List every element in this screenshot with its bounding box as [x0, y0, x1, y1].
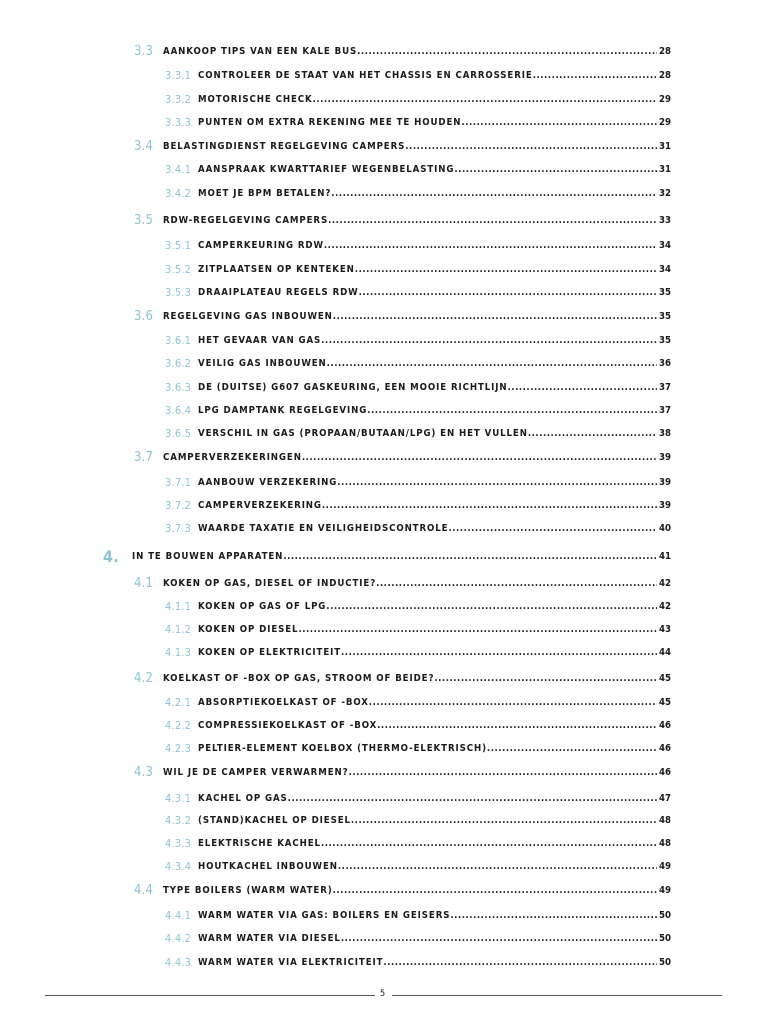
toc-entry-title: [198, 647, 657, 658]
toc-entry-page: 40: [658, 523, 671, 534]
toc-entry-page: 50: [658, 957, 671, 968]
toc-entry-title: [163, 673, 657, 684]
toc-entry-number: 4.1.1: [165, 600, 192, 613]
toc-entry-title: [132, 551, 657, 562]
toc-entry-number: 3.3: [134, 44, 154, 59]
toc-entry-title: [198, 164, 657, 175]
toc-entry[interactable]: [0, 933, 768, 953]
toc-entry-number: 4.2.2: [165, 719, 192, 732]
toc-entry[interactable]: [0, 264, 768, 284]
toc-entry-title: [163, 141, 657, 152]
toc-entry-number: 3.7.1: [165, 476, 192, 489]
toc-entry-page: 42: [658, 601, 671, 612]
toc-entry-title-text: LPG DAMPTANK REGELGEVING: [198, 405, 368, 416]
toc-entry[interactable]: [0, 311, 768, 331]
toc-entry[interactable]: [0, 601, 768, 621]
toc-leader-dots: [331, 188, 657, 199]
toc-entry[interactable]: [0, 94, 768, 114]
toc-entry-page: 38: [658, 428, 671, 439]
toc-entry-title-text: DE (DUITSE) G607 GASKEURING, EEN MOOIE RICHTLIJN: [198, 382, 508, 393]
toc-entry-title-text: VERSCHIL IN GAS (PROPAAN/BUTAAN/LPG) EN HET VULLEN: [198, 428, 528, 439]
toc-leader-dots: [349, 767, 657, 778]
toc-entry-title: [198, 601, 657, 612]
toc-entry-title: [198, 382, 657, 393]
toc-entry[interactable]: [0, 141, 768, 161]
toc-entry[interactable]: [0, 647, 768, 667]
toc-entry[interactable]: [0, 767, 768, 787]
toc-entry-number: 3.6.3: [165, 381, 192, 394]
toc-entry-title-text: CAMPERKEURING RDW: [198, 240, 324, 251]
toc-entry[interactable]: [0, 885, 768, 905]
toc-entry-page: 32: [658, 188, 671, 199]
toc-entry-title-text: REGELGEVING GAS INBOUWEN: [163, 311, 333, 322]
toc-entry-page: 39: [658, 477, 671, 488]
toc-entry-number: 3.3.1: [165, 69, 192, 82]
toc-entry[interactable]: [0, 743, 768, 763]
footer-rule-right: [392, 995, 722, 996]
toc-entry-title: [198, 264, 657, 275]
toc-leader-dots: [383, 957, 657, 968]
toc-entry-page: 49: [658, 861, 671, 872]
toc-entry[interactable]: [0, 287, 768, 307]
toc-entry[interactable]: [0, 673, 768, 693]
toc-leader-dots: [322, 500, 657, 511]
toc-entry-title: [198, 743, 657, 754]
page-footer: [0, 988, 768, 1004]
toc-entry[interactable]: [0, 70, 768, 90]
toc-leader-dots: [338, 861, 657, 872]
toc-entry-title: [198, 94, 657, 105]
toc-leader-dots: [288, 793, 657, 804]
toc-entry[interactable]: [0, 957, 768, 977]
toc-leader-dots: [283, 551, 657, 562]
toc-entry[interactable]: [0, 215, 768, 235]
toc-entry[interactable]: [0, 46, 768, 66]
toc-entry-title: [198, 697, 657, 708]
toc-entry-title: [198, 358, 657, 369]
toc-entry-title-text: WARM WATER VIA ELEKTRICITEIT: [198, 957, 384, 968]
toc-entry-title-text: WAARDE TAXATIE EN VEILIGHEIDSCONTROLE: [198, 523, 449, 534]
toc-leader-dots: [450, 910, 657, 921]
toc-entry-page: 39: [658, 452, 671, 463]
toc-entry[interactable]: [0, 624, 768, 644]
toc-entry-page: 28: [658, 70, 671, 81]
toc-entry[interactable]: [0, 547, 768, 571]
toc-entry-title-text: MOTORISCHE CHECK: [198, 94, 313, 105]
toc-entry-page: 29: [658, 117, 671, 128]
toc-entry-title-text: ABSORPTIEKOELKAST OF -BOX: [198, 697, 369, 708]
toc-entry-page: 43: [658, 624, 671, 635]
toc-entry-number: 3.6.2: [165, 357, 192, 370]
toc-entry-page: 28: [658, 46, 671, 57]
toc-entry-number: 3.6.5: [165, 427, 192, 440]
toc-entry-title: [198, 910, 657, 921]
toc-entry-page: 48: [658, 815, 671, 826]
toc-entry-title-text: CONTROLEER DE STAAT VAN HET CHASSIS EN CARROSSERIE: [198, 70, 533, 81]
toc-entry-number: 4.3.3: [165, 837, 192, 850]
toc-entry-number: 3.5: [134, 213, 154, 228]
toc-leader-dots: [351, 815, 657, 826]
toc-entry-number: 4.3.1: [165, 792, 192, 805]
toc-entry-page: 47: [658, 793, 671, 804]
toc-leader-dots: [313, 94, 657, 105]
toc-entry-title: [198, 624, 657, 635]
toc-entry[interactable]: [0, 382, 768, 402]
toc-entry-title: [198, 240, 657, 251]
toc-entry-page: 48: [658, 838, 671, 849]
toc-entry[interactable]: [0, 188, 768, 208]
toc-entry-page: 46: [658, 743, 671, 754]
toc-entry-page: 46: [658, 720, 671, 731]
toc-entry-title-text: HET GEVAAR VAN GAS: [198, 335, 322, 346]
toc-entry-page: 34: [658, 264, 671, 275]
toc-leader-dots: [341, 647, 657, 658]
toc-leader-dots: [376, 578, 657, 589]
toc-entry-title: [163, 885, 657, 896]
toc-entry-page: 37: [658, 405, 671, 416]
toc-entry-title-text: COMPRESSIEKOELKAST OF -BOX: [198, 720, 378, 731]
toc-entry-page: 35: [658, 335, 671, 346]
toc-entry-title: [198, 523, 657, 534]
toc-entry-title: [163, 767, 657, 778]
toc-entry-title-text: AANSPRAAK KWARTTARIEF WEGENBELASTING: [198, 164, 455, 175]
toc-entry-title-text: WARM WATER VIA GAS: BOILERS EN GEISERS: [198, 910, 451, 921]
toc-entry-title-text: DRAAIPLATEAU REGELS RDW: [198, 287, 359, 298]
toc-entry-title: [198, 70, 657, 81]
toc-leader-dots: [333, 885, 657, 896]
toc-entry-number: 4.2: [134, 671, 154, 686]
toc-entry-number: 4.4.1: [165, 909, 192, 922]
toc-entry-number: 3.7.2: [165, 499, 192, 512]
toc-entry[interactable]: [0, 720, 768, 740]
toc-leader-dots: [355, 264, 657, 275]
toc-leader-dots: [377, 720, 657, 731]
toc-entry-number: 4.3.2: [165, 814, 192, 827]
toc-leader-dots: [434, 673, 657, 684]
toc-leader-dots: [327, 358, 657, 369]
toc-entry-title: [198, 428, 657, 439]
toc-entry[interactable]: [0, 793, 768, 813]
toc-entry[interactable]: [0, 815, 768, 835]
toc-entry[interactable]: [0, 405, 768, 425]
toc-entry-number: 3.7: [134, 450, 154, 465]
toc-leader-dots: [369, 697, 657, 708]
toc-entry-page: 42: [658, 578, 671, 589]
toc-leader-dots: [333, 311, 657, 322]
toc-entry-page: 29: [658, 94, 671, 105]
toc-entry-page: 50: [658, 910, 671, 921]
toc-entry[interactable]: [0, 910, 768, 930]
toc-entry-title-text: MOET JE BPM BETALEN?: [198, 188, 332, 199]
toc-leader-dots: [337, 477, 657, 488]
toc-entry-page: 34: [658, 240, 671, 251]
toc-entry-title-text: AANBOUW VERZEKERING: [198, 477, 338, 488]
toc-entry-title-text: KOKEN OP ELEKTRICITEIT: [198, 647, 342, 658]
toc-entry-title-text: KOKEN OP GAS, DIESEL OF INDUCTIE?: [163, 578, 377, 589]
toc-entry-title-text: ELEKTRISCHE KACHEL: [198, 838, 321, 849]
toc-entry-page: 49: [658, 885, 671, 896]
toc-entry-title-text: (STAND)KACHEL OP DIESEL: [198, 815, 351, 826]
toc-leader-dots: [326, 601, 657, 612]
toc-entry[interactable]: [0, 428, 768, 448]
toc-entry-number: 3.6: [134, 309, 154, 324]
toc-entry-title: [198, 933, 657, 944]
toc-entry-title: [198, 815, 657, 826]
toc-entry-title: [198, 838, 657, 849]
toc-entry[interactable]: [0, 117, 768, 137]
toc-entry-number: 3.4.1: [165, 163, 192, 176]
toc-leader-dots: [302, 452, 657, 463]
toc-leader-dots: [405, 141, 657, 152]
toc-entry-title-text: KOKEN OP DIESEL: [198, 624, 299, 635]
toc-entry-number: 4.3: [134, 765, 154, 780]
toc-entry-page: 35: [658, 287, 671, 298]
toc-entry-title-text: WIL JE DE CAMPER VERWARMEN?: [163, 767, 349, 778]
toc-entry-number: 3.3.2: [165, 93, 192, 106]
toc-leader-dots: [454, 164, 657, 175]
toc-entry[interactable]: [0, 861, 768, 881]
toc-entry-title: [163, 215, 657, 226]
toc-entry-page: 36: [658, 358, 671, 369]
toc-entry-title: [198, 957, 657, 968]
toc-leader-dots: [359, 287, 657, 298]
toc-entry[interactable]: [0, 838, 768, 858]
toc-entry-number: 4.4.3: [165, 956, 192, 969]
toc-entry-page: 41: [658, 551, 671, 562]
toc-entry-number: 4.4: [134, 883, 154, 898]
toc-entry-title-text: AANKOOP TIPS VAN EEN KALE BUS: [163, 46, 358, 57]
toc-leader-dots: [487, 743, 657, 754]
toc-entry-page: 45: [658, 673, 671, 684]
toc-leader-dots: [321, 335, 657, 346]
toc-entry-number: 3.4.2: [165, 187, 192, 200]
footer-page-number: 5: [380, 989, 386, 999]
toc-entry-title: [198, 500, 657, 511]
toc-entry-title-text: KACHEL OP GAS: [198, 793, 288, 804]
toc-entry-title: [198, 861, 657, 872]
toc-entry-number: 3.7.3: [165, 522, 192, 535]
toc-entry-title-text: PUNTEN OM EXTRA REKENING MEE TE HOUDEN: [198, 117, 462, 128]
toc-entry-page: 46: [658, 767, 671, 778]
toc-entry-title: [198, 477, 657, 488]
toc-entry-page: 31: [658, 141, 671, 152]
toc-entry-title: [198, 117, 657, 128]
toc-entry-title: [198, 287, 657, 298]
toc-entry-page: 44: [658, 647, 671, 658]
toc-leader-dots: [321, 838, 657, 849]
toc-entry-title-text: CAMPERVERZEKERING: [198, 500, 322, 511]
toc-entry[interactable]: [0, 240, 768, 260]
toc-entry-page: 39: [658, 500, 671, 511]
toc-entry-title-text: ZITPLAATSEN OP KENTEKEN: [198, 264, 355, 275]
toc-entry-number: 3.5.1: [165, 239, 192, 252]
toc-leader-dots: [341, 933, 657, 944]
toc-leader-dots: [328, 215, 657, 226]
toc-entry-page: 50: [658, 933, 671, 944]
toc-entry-page: 35: [658, 311, 671, 322]
toc-entry-number: 4.2.3: [165, 742, 192, 755]
toc-entry-page: 37: [658, 382, 671, 393]
toc-entry-title-text: WARM WATER VIA DIESEL: [198, 933, 341, 944]
toc-leader-dots: [324, 240, 657, 251]
toc-leader-dots: [533, 70, 657, 81]
toc-entry-title-text: IN TE BOUWEN APPARATEN: [132, 551, 284, 562]
toc-entry-title: [163, 46, 657, 57]
toc-entry-number: 3.3.3: [165, 116, 192, 129]
toc-entry-number: 4.2.1: [165, 696, 192, 709]
toc-entry-number: 4.: [103, 547, 119, 566]
toc-entry-page: 33: [658, 215, 671, 226]
toc-entry-title-text: RDW-REGELGEVING CAMPERS: [163, 215, 329, 226]
toc-entry-title-text: PELTIER-ELEMENT KOELBOX (THERMO-ELEKTRISCH): [198, 743, 487, 754]
toc-leader-dots: [448, 523, 657, 534]
toc-entry-page: 45: [658, 697, 671, 708]
toc-entry-title: [198, 793, 657, 804]
toc-entry-title-text: VEILIG GAS INBOUWEN: [198, 358, 327, 369]
toc-leader-dots: [367, 405, 657, 416]
toc-entry-title: [198, 188, 657, 199]
toc-entry[interactable]: [0, 697, 768, 717]
toc-leader-dots: [461, 117, 657, 128]
toc-entry-number: 4.1.3: [165, 646, 192, 659]
toc-entry[interactable]: [0, 578, 768, 598]
toc-entry-number: 3.6.1: [165, 334, 192, 347]
toc-entry[interactable]: [0, 335, 768, 355]
toc-leader-dots: [528, 428, 657, 439]
toc-entry-title-text: BELASTINGDIENST REGELGEVING CAMPERS: [163, 141, 406, 152]
toc-entry[interactable]: [0, 358, 768, 378]
footer-rule-left: [45, 995, 375, 996]
toc-entry-title: [163, 452, 657, 463]
toc-entry-number: 4.4.2: [165, 932, 192, 945]
toc-entry-title-text: KOKEN OP GAS OF LPG: [198, 601, 327, 612]
toc-entry-number: 4.1.2: [165, 623, 192, 636]
toc-entry-title: [198, 405, 657, 416]
toc-entry-number: 4.1: [134, 576, 154, 591]
toc-leader-dots: [508, 382, 657, 393]
toc-entry-title: [163, 578, 657, 589]
toc-entry-title-text: TYPE BOILERS (WARM WATER): [163, 885, 333, 896]
toc-entry-number: 3.5.3: [165, 286, 192, 299]
toc-entry-title-text: HOUTKACHEL INBOUWEN: [198, 861, 338, 872]
toc-entry-number: 4.3.4: [165, 860, 192, 873]
toc-entry-title: [198, 720, 657, 731]
toc-entry[interactable]: [0, 477, 768, 497]
toc-entry[interactable]: [0, 164, 768, 184]
toc-entry-title: [163, 311, 657, 322]
toc-entry-number: 3.5.2: [165, 263, 192, 276]
toc-entry[interactable]: [0, 500, 768, 520]
toc-entry-number: 3.6.4: [165, 404, 192, 417]
toc-leader-dots: [298, 624, 657, 635]
toc-entry-title-text: CAMPERVERZEKERINGEN: [163, 452, 302, 463]
toc-entry[interactable]: [0, 452, 768, 472]
toc-leader-dots: [357, 46, 657, 57]
toc-entry[interactable]: [0, 523, 768, 543]
toc-entry-page: 31: [658, 164, 671, 175]
toc-entry-title: [198, 335, 657, 346]
toc-entry-title-text: KOELKAST OF -BOX OP GAS, STROOM OF BEIDE?: [163, 673, 435, 684]
toc-entry-number: 3.4: [134, 139, 154, 154]
